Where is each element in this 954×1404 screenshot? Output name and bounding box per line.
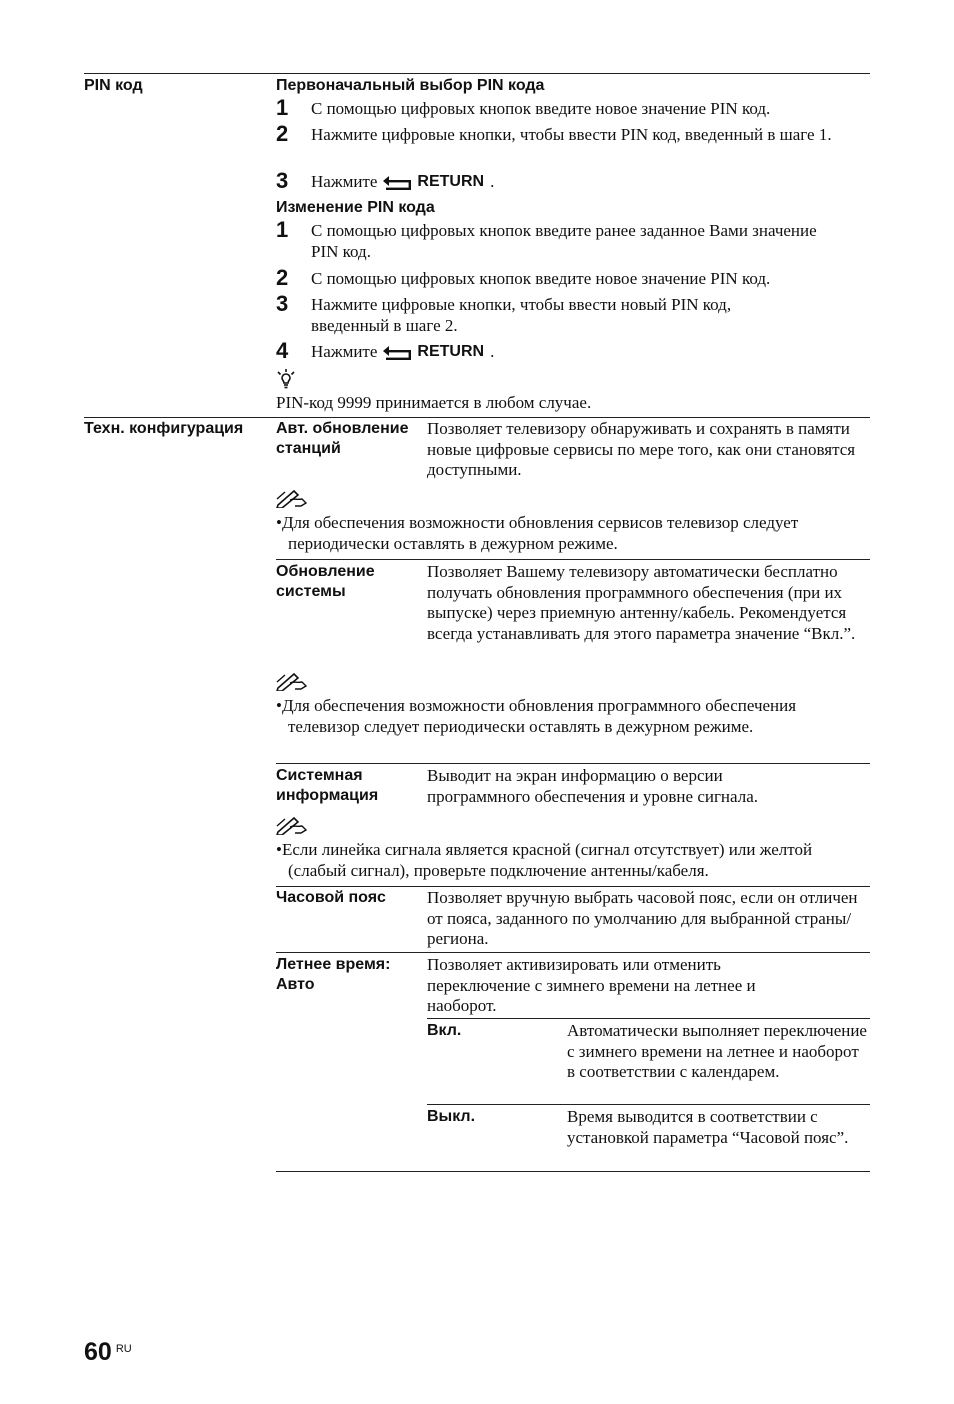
sub-option-desc: Время выводится в соответствии с установкой параметра “Часовой пояс”. bbox=[567, 1107, 849, 1147]
step-text: С помощью цифровых кнопок введите новое значение PIN код. bbox=[311, 269, 771, 288]
sub-option-term: Выкл. bbox=[427, 1108, 476, 1125]
option-term: Системная информация bbox=[276, 767, 379, 804]
sub-row-rule bbox=[427, 1018, 870, 1019]
step-text: Нажмите цифровые кнопки, чтобы ввести PIN код, введенный в шаге 1. bbox=[311, 125, 832, 144]
sub-option-term: Вкл. bbox=[427, 1022, 462, 1039]
row-rule bbox=[276, 763, 870, 764]
option-desc: Выводит на экран информацию о версии программного обеспечения и уровне сигнала. bbox=[427, 766, 759, 806]
option-desc: Позволяет активизировать или отменить переключение с зимнего времени на летнее и наоборот. bbox=[427, 955, 756, 1015]
step-number: 4 bbox=[276, 338, 289, 363]
tip-text: PIN-код 9999 принимается в любом случае. bbox=[276, 393, 592, 412]
section-label-pin: PIN код bbox=[84, 77, 143, 94]
page-number bbox=[84, 1338, 132, 1367]
step-number: 2 bbox=[276, 121, 289, 146]
section-rule bbox=[84, 417, 870, 418]
return-arrow-icon bbox=[383, 172, 411, 193]
bottom-rule bbox=[276, 1171, 870, 1172]
return-arrow-icon bbox=[383, 342, 411, 363]
note-text: •Для обеспечения возможности обновления сервисов телевизор следует периодически оставлять в дежурном режиме. bbox=[276, 513, 799, 553]
step-text: Нажмите RETURN . bbox=[311, 172, 495, 191]
note-text: •Если линейка сигнала является красной (сигнал отсутствует) или желтой (слабый сигнал), проверьте подключение антенны/кабеля. bbox=[276, 840, 813, 880]
pencil-note-icon bbox=[276, 671, 308, 696]
page-number-value: 60 bbox=[84, 1338, 112, 1366]
lightbulb-icon bbox=[276, 369, 296, 394]
pencil-note-icon bbox=[276, 815, 308, 840]
option-desc: Позволяет вручную выбрать часовой пояс, если он отличен от пояса, заданного по умолчанию для выбранной страны/региона. bbox=[427, 888, 858, 948]
row-rule bbox=[276, 559, 870, 560]
step-number: 3 bbox=[276, 291, 289, 316]
sub-option-desc: Автоматически выполняет переключение с зимнего времени на летнее и наоборот в соответствии с календарем. bbox=[567, 1021, 867, 1081]
row-rule bbox=[276, 886, 870, 887]
step-number: 2 bbox=[276, 265, 289, 290]
step-text: С помощью цифровых кнопок введите ранее заданное Вами значение PIN код. bbox=[311, 221, 817, 261]
pencil-note-icon bbox=[276, 488, 308, 513]
option-desc: Позволяет телевизору обнаруживать и сохранять в памяти новые цифровые сервисы по мере того, как они становятся доступными. bbox=[427, 419, 856, 479]
top-rule bbox=[84, 73, 870, 74]
step-number: 3 bbox=[276, 168, 289, 193]
option-term: Часовой пояс bbox=[276, 889, 386, 906]
return-key-label: RETURN bbox=[417, 173, 485, 190]
return-key-label: RETURN bbox=[417, 343, 485, 360]
first-pin-heading: Первоначальный выбор PIN кода bbox=[276, 77, 545, 94]
note-text: •Для обеспечения возможности обновления программного обеспечения телевизор следует периодически оставлять в дежурном режиме. bbox=[276, 696, 797, 736]
row-rule bbox=[276, 952, 870, 953]
step-label: Нажмите bbox=[311, 342, 378, 361]
option-term: Летнее время: Авто bbox=[276, 956, 391, 993]
step-text: Нажмите цифровые кнопки, чтобы ввести новый PIN код, введенный в шаге 2. bbox=[311, 295, 732, 335]
step-number: 1 bbox=[276, 217, 289, 242]
option-term: Обновление системы bbox=[276, 563, 375, 600]
step-number: 1 bbox=[276, 95, 289, 120]
option-term: Авт. обновление станций bbox=[276, 420, 409, 457]
section-label-tech: Техн. конфигурация bbox=[84, 420, 244, 437]
step-label: Нажмите bbox=[311, 172, 378, 191]
sub-row-rule bbox=[427, 1104, 870, 1105]
option-desc: Позволяет Вашему телевизору автоматически бесплатно получать обновления программного обеспечения (при их выпуске) через приемную антенну/кабель. Рекомендуется всегда устанавливать для этого параметра значение “Вкл.”. bbox=[427, 562, 856, 643]
change-pin-heading: Изменение PIN кода bbox=[276, 199, 435, 216]
page-lang: RU bbox=[115, 1343, 132, 1355]
step-text: Нажмите RETURN . bbox=[311, 342, 495, 361]
step-text: С помощью цифровых кнопок введите новое значение PIN код. bbox=[311, 99, 771, 118]
